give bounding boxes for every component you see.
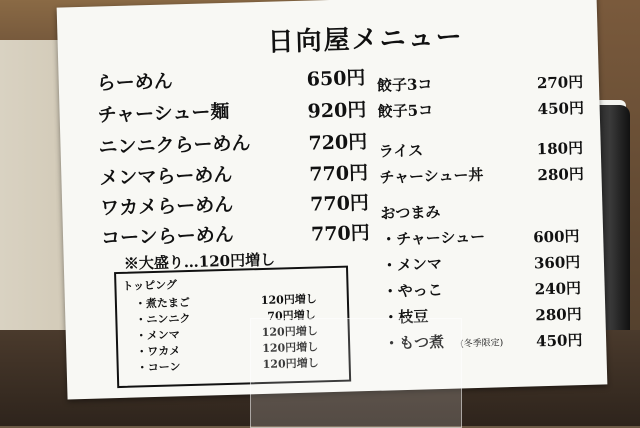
ramen-item-name: コーンらーめん bbox=[100, 223, 234, 250]
topping-price: 120円増し bbox=[260, 292, 318, 308]
ramen-item-price: 770円 bbox=[309, 161, 369, 186]
otsumami-item-name: ・枝豆 bbox=[383, 307, 429, 327]
topping-price: 120円増し bbox=[261, 324, 318, 340]
otsumami-item-name: ・メンマ bbox=[381, 254, 443, 275]
large-serving-note: ※大盛り…120円増し bbox=[123, 250, 276, 273]
side-item-price: 280円 bbox=[537, 164, 585, 185]
otsumami-item-price: 240円 bbox=[534, 279, 582, 299]
otsumami-header: おつまみ bbox=[380, 202, 441, 223]
side-item-price: 450円 bbox=[537, 98, 585, 119]
ramen-item-price: 920円 bbox=[307, 99, 367, 123]
topping-name: ・ニンニク bbox=[135, 312, 191, 327]
toppings-header: トッピング bbox=[122, 278, 178, 293]
side-item-name: チャーシュー丼 bbox=[379, 165, 484, 187]
side-item-name: 餃子3コ bbox=[376, 75, 433, 95]
otsumami-item-price: 360円 bbox=[533, 253, 581, 273]
otsumami-item-price: 600円 bbox=[532, 227, 580, 247]
topping-price: 70円増し bbox=[267, 308, 316, 323]
side-item-name: ライス bbox=[378, 141, 424, 161]
ramen-item-name: チャーシュー麺 bbox=[97, 100, 230, 127]
ramen-item-name: ワカメらーめん bbox=[99, 193, 234, 220]
side-item-price: 270円 bbox=[536, 72, 584, 93]
otsumami-item-name: ・もつ煮 bbox=[383, 332, 445, 353]
topping-name: ・煮たまご bbox=[134, 296, 191, 311]
otsumami-item-price: 280円 bbox=[535, 305, 582, 325]
ramen-item-name: メンマらーめん bbox=[99, 163, 233, 190]
menu-title: 日向屋メニュー bbox=[267, 22, 465, 58]
otsumami-item-name: ・やっこ bbox=[382, 280, 443, 301]
otsumami-item-name: ・チャーシュー bbox=[380, 227, 486, 249]
topping-price: 120円増し bbox=[262, 356, 319, 371]
ramen-item-price: 770円 bbox=[310, 221, 371, 246]
topping-name: ・メンマ bbox=[135, 328, 180, 343]
seasonal-note: (冬季限定) bbox=[460, 338, 504, 350]
topping-name: ・コーン bbox=[136, 360, 181, 375]
ramen-item-price: 720円 bbox=[308, 131, 368, 155]
ramen-item-price: 650円 bbox=[306, 67, 366, 91]
side-item-name: 餃子5コ bbox=[377, 101, 434, 121]
topping-price: 120円増し bbox=[262, 340, 319, 356]
topping-name: ・ワカメ bbox=[136, 344, 181, 359]
otsumami-item-price: 450円 bbox=[535, 331, 583, 351]
ramen-item-name: ニンニクらーめん bbox=[98, 132, 251, 159]
acrylic-stand bbox=[250, 318, 462, 428]
ramen-item-name: らーめん bbox=[96, 70, 174, 95]
ramen-item-price: 770円 bbox=[309, 191, 370, 216]
side-item-price: 180円 bbox=[536, 138, 584, 159]
